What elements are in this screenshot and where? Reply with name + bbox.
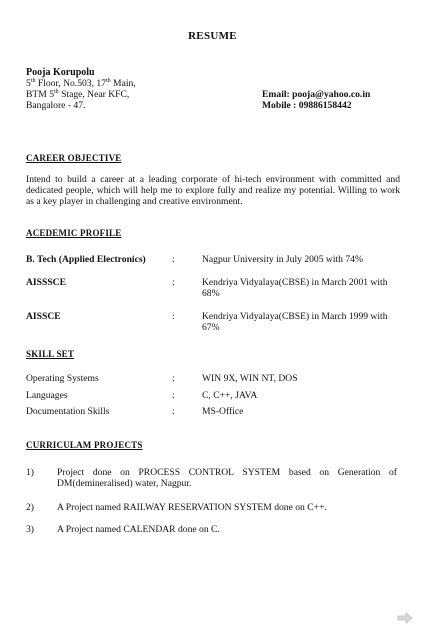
address-line-2-part: BTM 5: [26, 89, 54, 100]
academic-value: Kendriya Vidyalaya(CBSE) in March 2001 with 68%: [202, 277, 388, 299]
skill-label: Operating Systems: [26, 373, 99, 384]
academic-label: AISSSCE: [26, 277, 66, 288]
next-arrow-icon[interactable]: [397, 612, 413, 624]
mobile: Mobile : 09886158442: [262, 100, 352, 111]
project-text: A Project named CALENDAR done on C.: [57, 524, 220, 535]
skill-label: Languages: [26, 390, 68, 401]
section-heading-academic-profile: ACEDEMIC PROFILE: [26, 228, 122, 238]
career-objective-text: Intend to build a career at a leading corporate of hi-tech environment with committed and dedicated people, which will help me to explore fully and realize my potential. Willing to work as a key player in challenging and creative environment.: [26, 174, 400, 207]
academic-label: B. Tech (Applied Electronics): [26, 254, 146, 265]
candidate-name: Pooja Korupolu: [26, 67, 95, 78]
address-line-1-part: Main,: [110, 78, 136, 89]
project-number: 1): [26, 467, 34, 478]
skill-colon: :: [172, 390, 175, 401]
section-heading-career-objective: CAREER OBJECTIVE: [26, 153, 122, 163]
address-line-2-part: Stage, Near KFC,: [58, 89, 130, 100]
address-line-1: [26, 78, 136, 89]
academic-colon: :: [172, 254, 175, 265]
project-number: 2): [26, 502, 34, 513]
page-title: RESUME: [188, 30, 237, 42]
academic-label: AISSCE: [26, 311, 61, 322]
address-line-2: [26, 89, 129, 100]
ordinal-suffix: th: [30, 77, 36, 84]
academic-colon: :: [172, 311, 175, 322]
address-line-3: Bangalore - 47.: [26, 100, 86, 111]
skill-colon: :: [172, 373, 175, 384]
skill-value: C, C++, JAVA: [202, 390, 258, 401]
section-heading-curriculam-projects: CURRICULAM PROJECTS: [26, 440, 143, 450]
skill-value: WIN 9X, WIN NT, DOS: [202, 373, 298, 384]
address-line-1-part: 5: [26, 78, 31, 89]
academic-value: Nagpur University in July 2005 with 74%: [202, 254, 363, 265]
email: Email: pooja@yahoo.co.in: [262, 89, 371, 100]
project-number: 3): [26, 524, 34, 535]
address-line-1-part: Floor, No.503, 17: [35, 78, 106, 89]
skill-value: MS-Office: [202, 406, 244, 417]
skill-colon: :: [172, 406, 175, 417]
section-heading-skill-set: SKILL SET: [26, 349, 75, 359]
skill-label: Documentation Skills: [26, 406, 110, 417]
academic-colon: :: [172, 277, 175, 288]
project-text: Project done on PROCESS CONTROL SYSTEM based on Generation of DM(demineralised) water, Nagpur.: [57, 467, 397, 489]
ordinal-suffix: th: [54, 88, 59, 95]
project-text: A Project named RAILWAY RESERVATION SYSTEM done on C++.: [57, 502, 327, 513]
academic-value: Kendriya Vidyalaya(CBSE) in March 1999 with 67%: [202, 311, 388, 333]
ordinal-suffix: th: [105, 77, 111, 84]
